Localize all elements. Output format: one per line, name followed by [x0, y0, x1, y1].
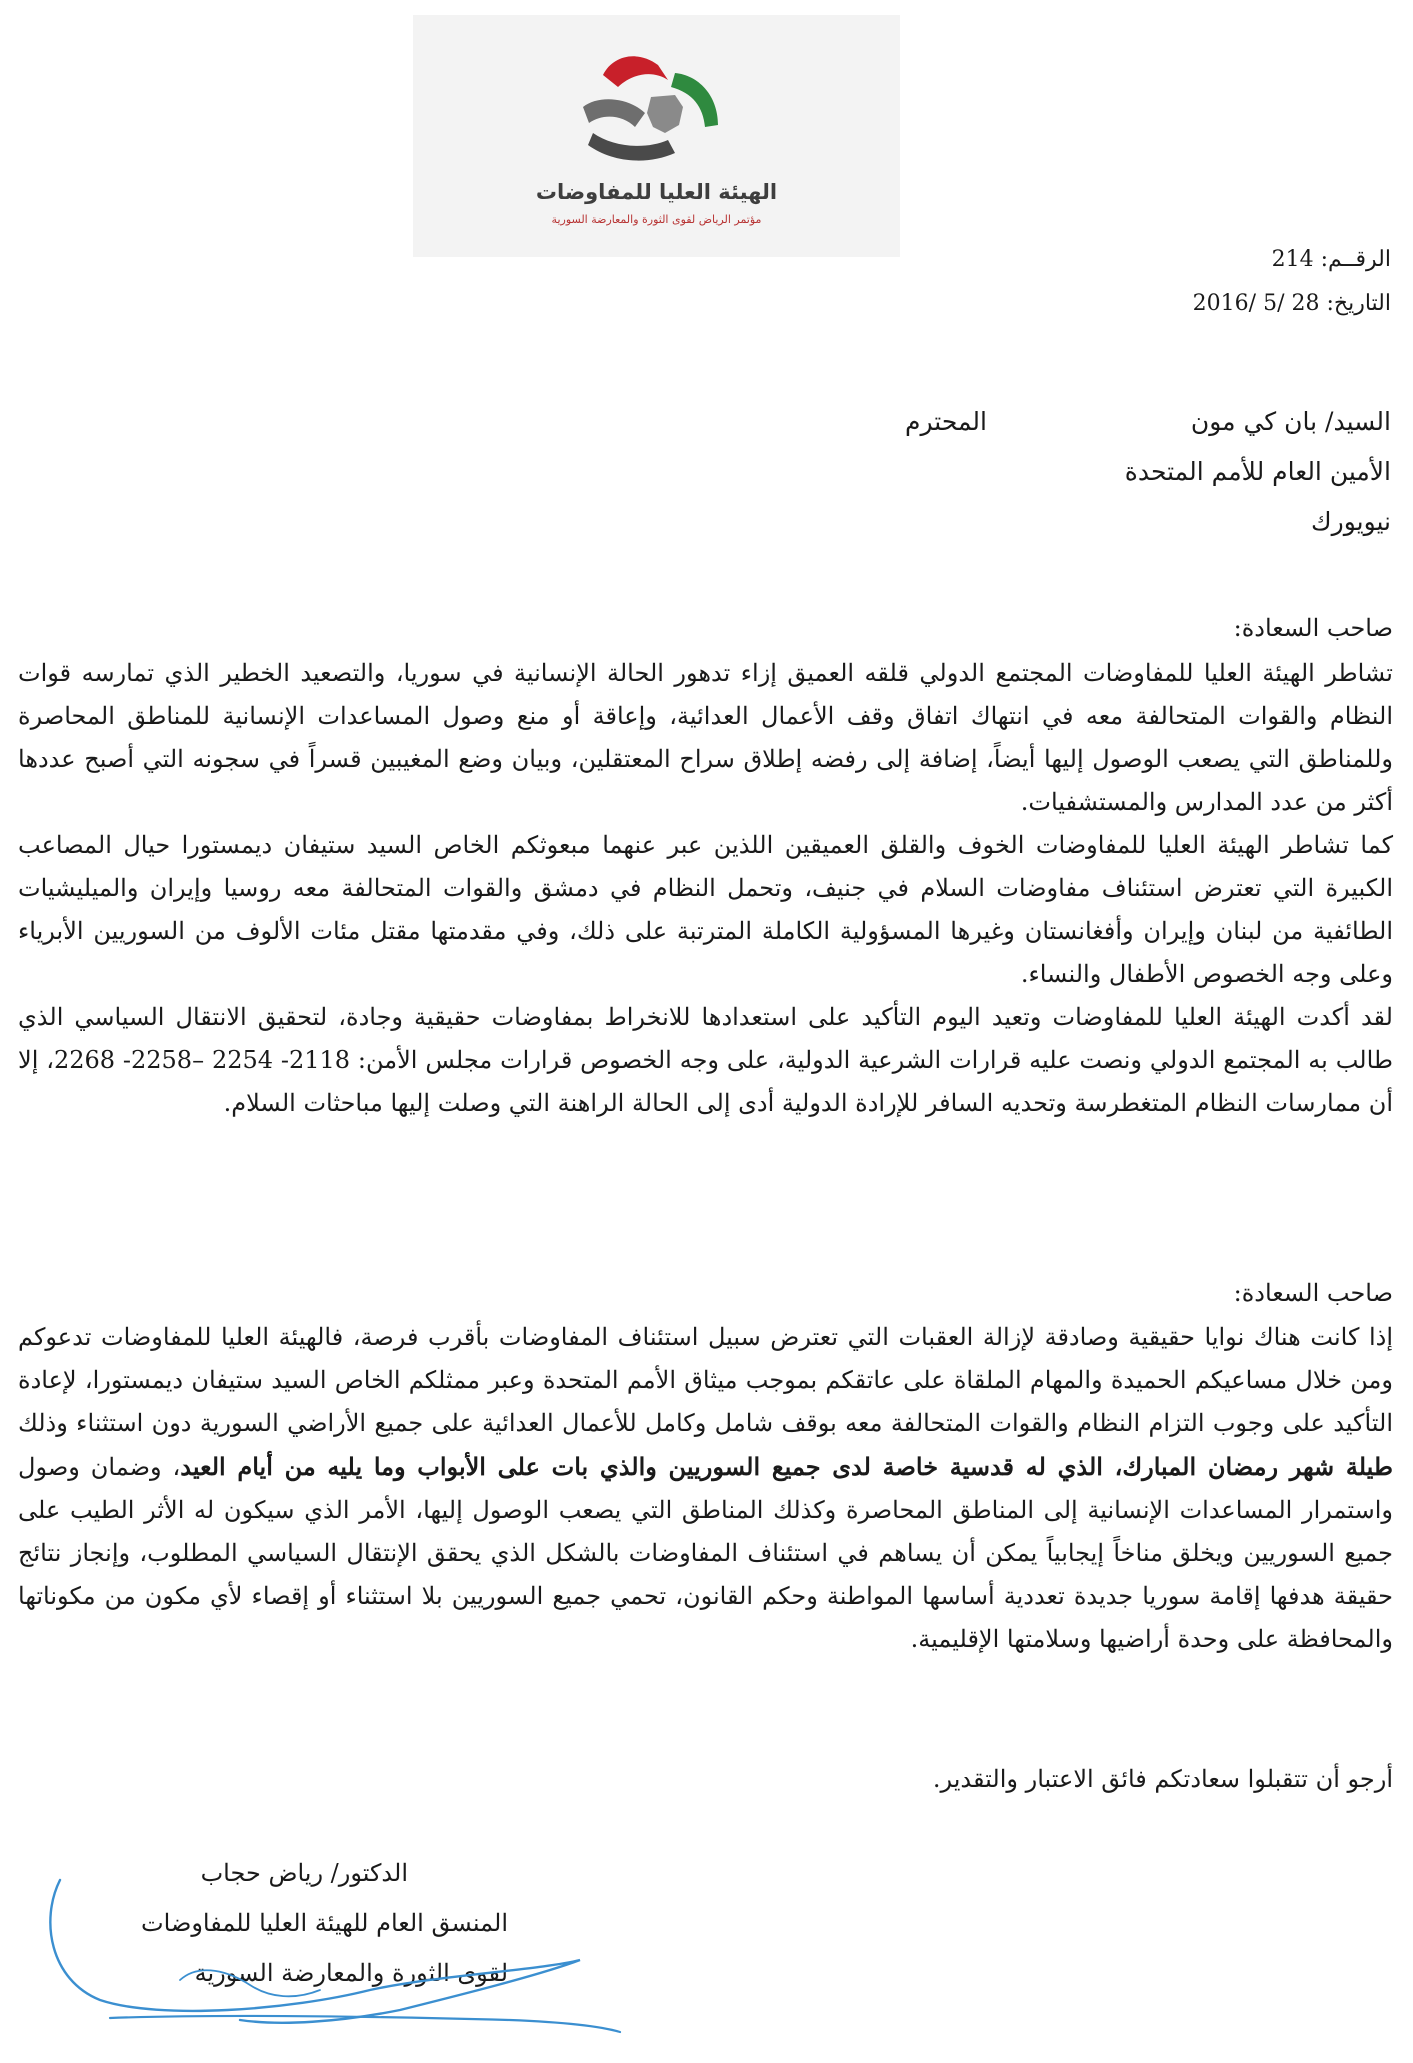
handwritten-signature-icon — [40, 1850, 640, 2040]
letter-body-part-1 — [18, 652, 1393, 1125]
paragraph-4-emphasis: طيلة شهر رمضان المبارك، الذي له قدسية خاصة لدى جميع السوريين والذي بات على الأبواب وما يليه من أيام العيد — [180, 1452, 1394, 1481]
signatory-name: الدكتور/ رياض حجاب — [200, 1859, 408, 1887]
paragraph-2: كما تشاطر الهيئة العليا للمفاوضات الخوف والقلق العميقين اللذين عبر عنهما مبعوثكم الخاص السيد ستيفان ديمستورا حيال المصاعب الكبيرة التي تعترض استئناف مفاوضات السلام في جنيف، وتحمل النظام في دمشق والقوات المتحالفة معه روسيا وإيران والميليشيات الطائفية من لبنان وإيران وأفغانستان وغيرها المسؤولية الكاملة المترتبة على ذلك، وفي مقدمتها مقتل مئات الألوف من السوريين الأبرياء وعلى وجه الخصوص الأطفال والنساء. — [18, 831, 1394, 988]
star-emblem-icon — [413, 15, 900, 185]
letter-body-part-2 — [18, 1316, 1393, 1661]
letter-date: التاريخ: 28 /5 /2016 — [1192, 291, 1391, 316]
paragraph-1: تشاطر الهيئة العليا للمفاوضات المجتمع الدولي قلقه العميق إزاء تدهور الحالة الإنسانية في سوريا، والتصعيد الخطير الذي تمارسه قوات النظام والقوات المتحالفة معه في انتهاك اتفاق وقف الأعمال العدائية، وإعاقة أو منع وصول المساعدات الإنسانية للمناطق المحاصرة وللمناطق التي يصعب الوصول إليها أيضاً، إضافة إلى رفضه إطلاق سراح المعتقلين، وبيان وضع المغيبين قسراً في سجونه التي أصبح عددها أكثر من عدد المدارس والمستشفيات. — [18, 659, 1393, 816]
greeting-2: صاحب السعادة: — [1233, 1279, 1393, 1307]
paragraph-4-end: ، وضمان وصول واستمرار المساعدات الإنسانية إلى المناطق المحاصرة وكذلك المناطق التي يصعب الوصول إليها، الأمر الذي سيكون له الأثر الطيب على جميع السوريين ويخلق مناخاً إيجابياً يمكن أن يساهم في استئناف المفاوضات بالشكل الذي يحقق الإنتقال السياسي المطلوب، وإنجاز نتائج حقيقة هدفها إقامة سوريا جديدة تعددية أساسها المواطنة وحكم القانون، تحمي جميع السوريين بلا استثناء أو إقصاء لأي مكون من مكوناتها والمحافظة على وحدة أراضيها وسلامتها الإقليمية. — [18, 1453, 1393, 1653]
addressee-honorific: المحترم — [905, 407, 987, 436]
addressee-title: الأمين العام للأمم المتحدة — [1124, 457, 1391, 486]
letterhead-org-name: الهيئة العليا للمفاوضات — [535, 180, 778, 204]
closing-line: أرجو أن تتقبلوا سعادتكم فائق الاعتبار والتقدير. — [932, 1765, 1393, 1793]
letterhead-logo — [413, 15, 900, 257]
reference-number: الرقــم: 214 — [1271, 247, 1391, 272]
addressee-name: السيد/ بان كي مون — [1190, 407, 1391, 436]
paragraph-3: لقد أكدت الهيئة العليا للمفاوضات وتعيد اليوم التأكيد على استعدادها للانخراط بمفاوضات حقيقية وجادة، لتحقيق الانتقال السياسي الذي طالب به المجتمع الدولي ونصت عليه قرارات الشرعية الدولية، على وجه الخصوص قرارات مجلس الأمن: 2118- 2254 –2258- 2268، إلا أن ممارسات النظام المتغطرسة وتحديه السافر للإرادة الدولية أدى إلى الحالة الراهنة التي وصلت إليها مباحثات السلام. — [18, 1003, 1393, 1117]
paragraph-4-start: إذا كانت هناك نوايا حقيقية وصادقة لإزالة العقبات التي تعترض سبيل استئناف المفاوضات بأقرب فرصة، فالهيئة العليا للمفاوضات تدعوكم ومن خلال مساعيكم الحميدة والمهام الملقاة على عاتقكم بموجب ميثاق الأمم المتحدة وعبر ممثلكم الخاص السيد ستيفان ديمستورا، لإعادة التأكيد على وجوب التزام النظام والقوات المتحالفة معه بوقف شامل وكامل للأعمال العدائية على جميع الأراضي السورية دون استثناء وذلك — [18, 1323, 1394, 1437]
greeting-1: صاحب السعادة: — [1233, 614, 1393, 642]
addressee-city: نيويورك — [1311, 507, 1391, 536]
letterhead-org-subtitle: مؤتمر الرياض لقوى الثورة والمعارضة السورية — [551, 213, 762, 226]
signatory-org: لقوى الثورة والمعارضة السورية — [194, 1959, 508, 1987]
paragraph-4 — [18, 1316, 1393, 1661]
signatory-role: المنسق العام للهيئة العليا للمفاوضات — [141, 1909, 508, 1937]
